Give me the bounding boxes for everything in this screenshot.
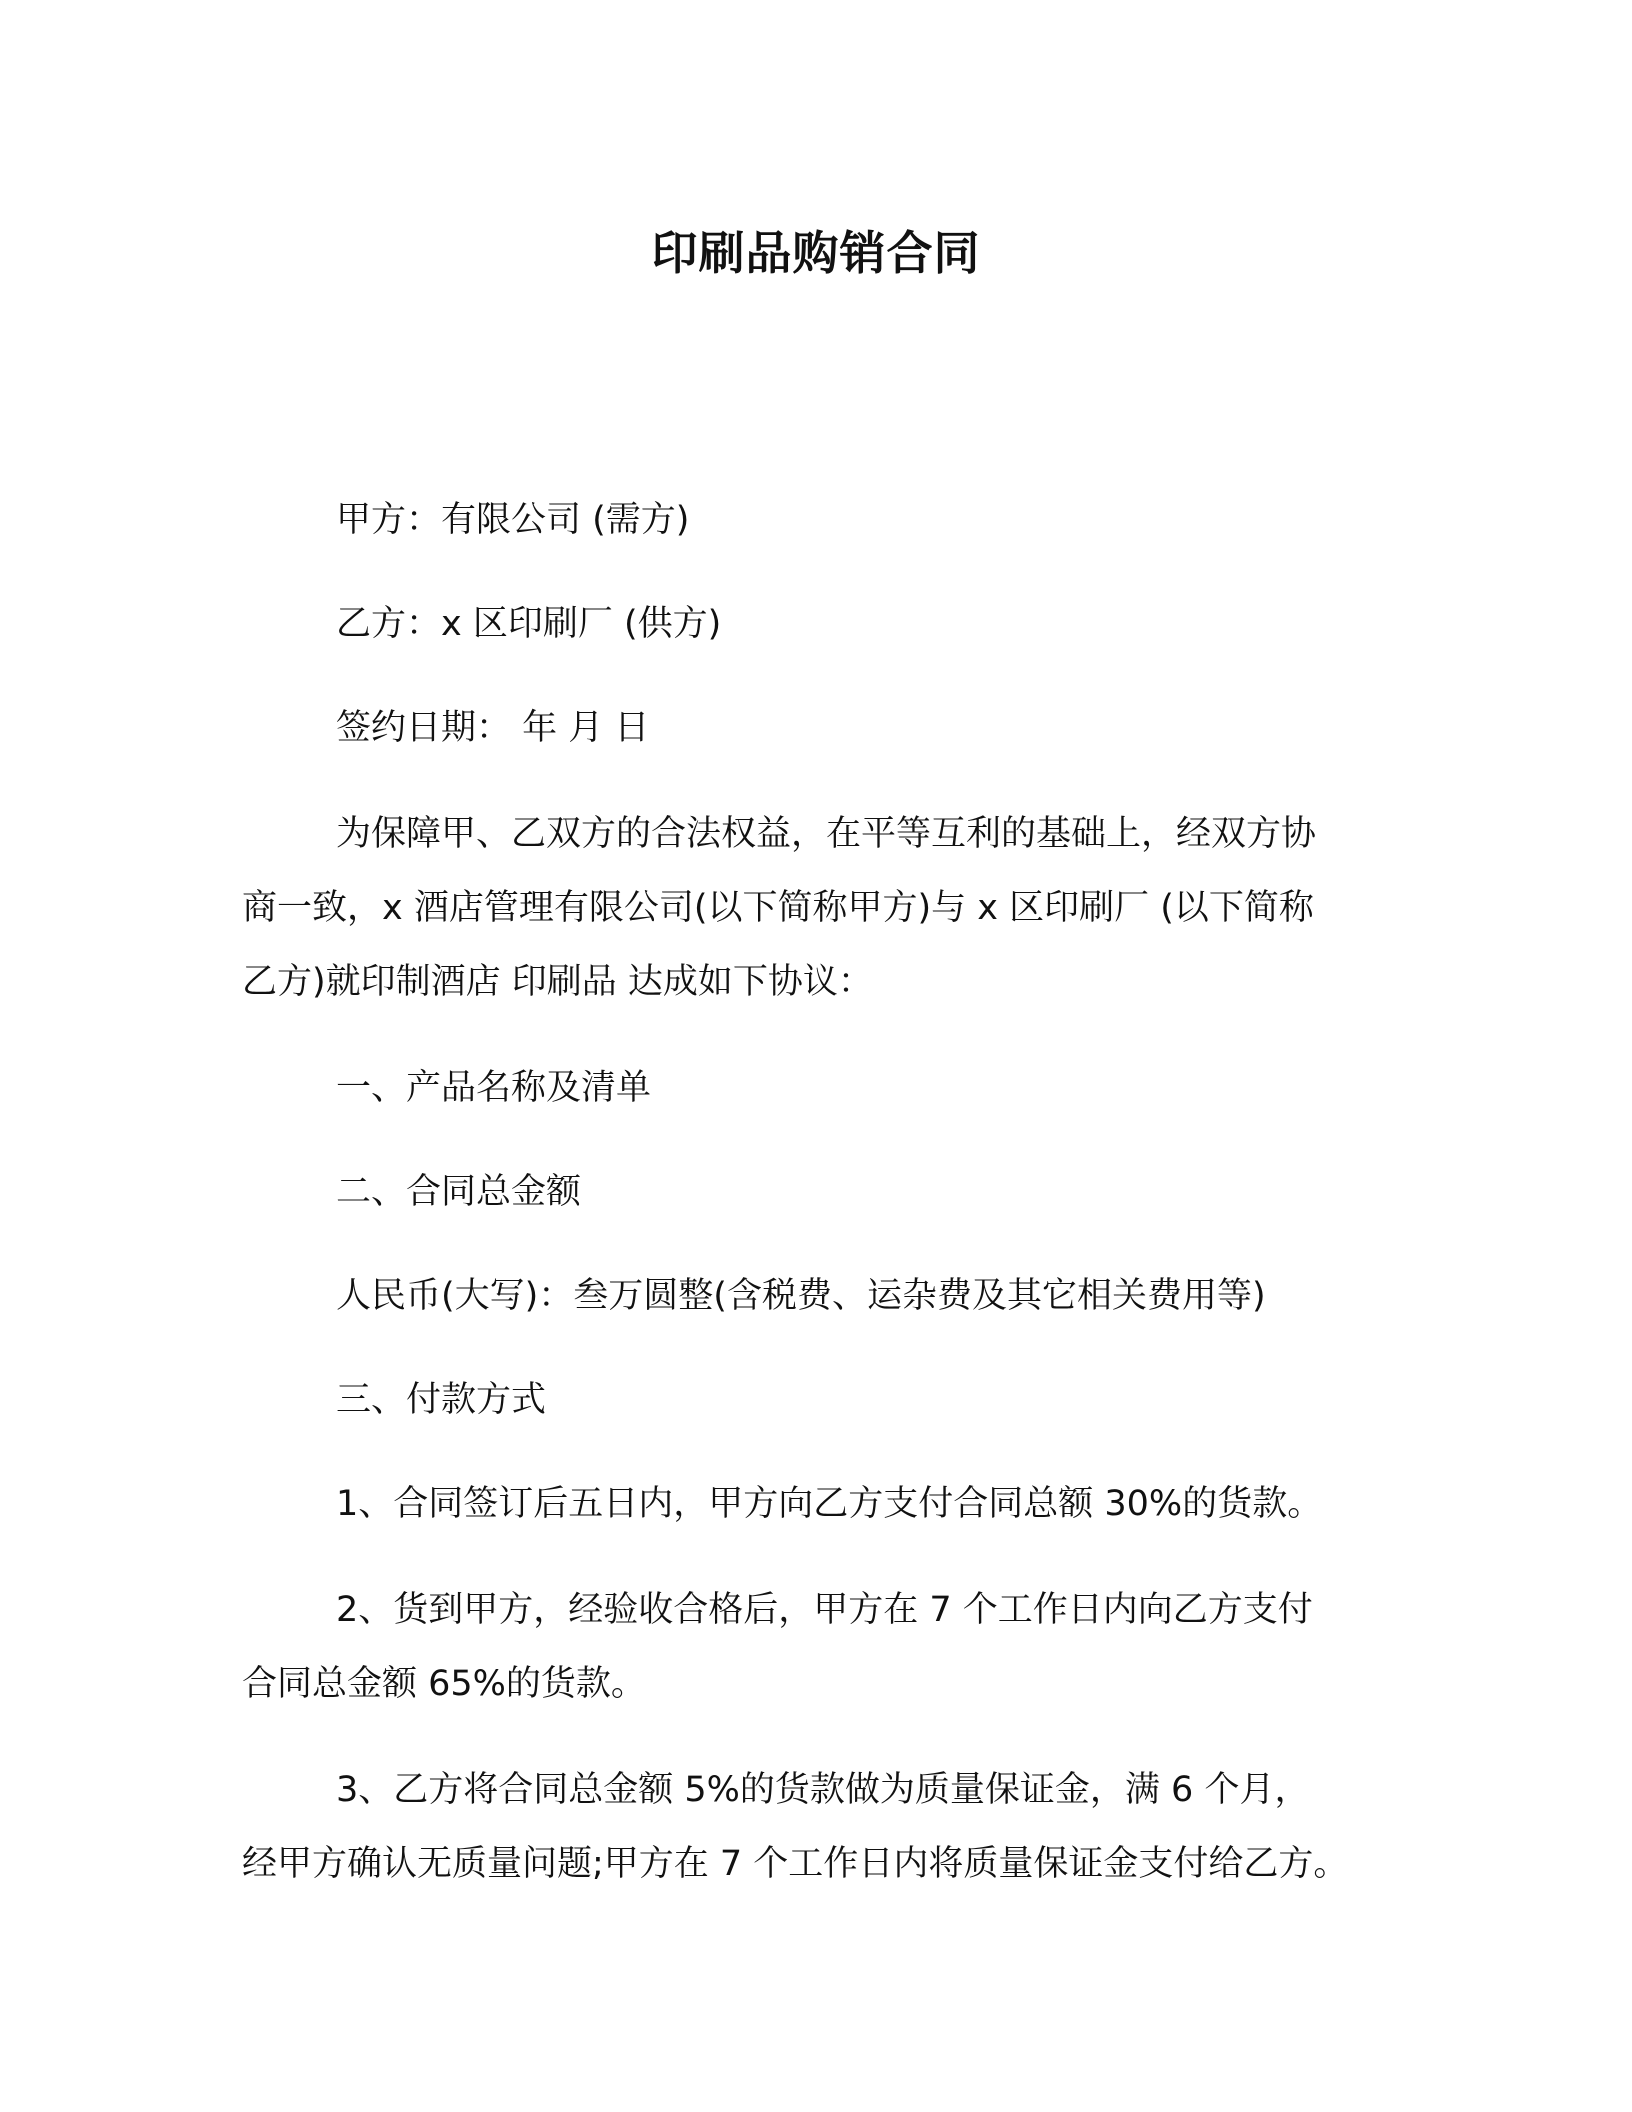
intro-line-1: 为保障甲、乙双方的合法权益，在平等互利的基础上，经双方协 — [336, 814, 1317, 854]
party-a-line: 甲方：有限公司 (需方) — [336, 500, 690, 540]
payment-item-1: 1、合同签订后五日内，甲方向乙方支付合同总额 30%的货款。 — [336, 1484, 1323, 1524]
intro-line-2: 商一致，x 酒店管理有限公司(以下简称甲方)与 x 区印刷厂 (以下简称 — [242, 888, 1314, 928]
party-b-line: 乙方：x 区印刷厂 (供方) — [336, 604, 722, 644]
document-title: 印刷品购销合同 — [651, 226, 981, 280]
intro-line-3: 乙方)就印制酒店 印刷品 达成如下协议： — [242, 962, 873, 1002]
sign-date-line: 签约日期： 年 月 日 — [336, 708, 650, 748]
section-3-heading: 三、付款方式 — [336, 1380, 547, 1420]
payment-item-3-line-1: 3、乙方将合同总金额 5%的货款做为质量保证金，满 6 个月， — [336, 1770, 1310, 1810]
payment-item-3-line-2: 经甲方确认无质量问题;甲方在 7 个工作日内将质量保证金支付给乙方。 — [242, 1844, 1349, 1884]
amount-line: 人民币(大写)：叁万圆整(含税费、运杂费及其它相关费用等) — [336, 1276, 1266, 1316]
payment-item-2-line-2: 合同总金额 65%的货款。 — [242, 1664, 646, 1704]
section-2-heading: 二、合同总金额 — [336, 1172, 582, 1212]
section-1-heading: 一、产品名称及清单 — [336, 1068, 652, 1108]
payment-item-2-line-1: 2、货到甲方，经验收合格后，甲方在 7 个工作日内向乙方支付 — [336, 1590, 1313, 1630]
